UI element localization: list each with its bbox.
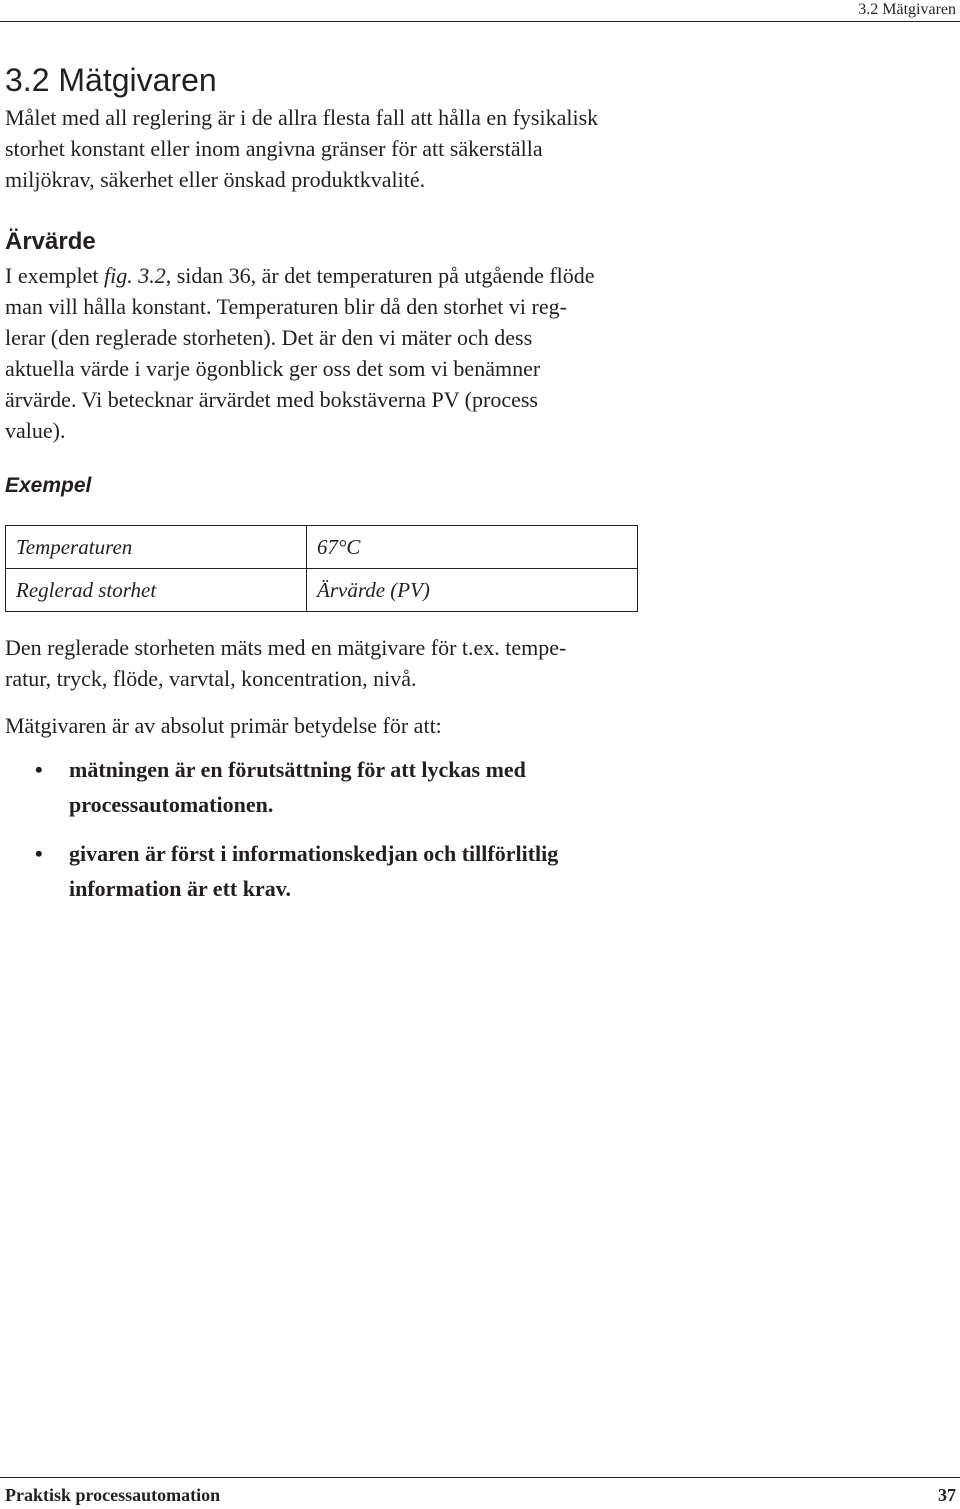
bullet-text-line: information är ett krav. bbox=[69, 876, 292, 901]
arvarde-line-4: aktuella värde i varje ögonblick ger oss det som vi benämner bbox=[5, 356, 541, 381]
figure-reference: fig. 3.2 bbox=[103, 263, 166, 288]
arvarde-line-1-suffix: , sidan 36, är det temperaturen på utgående flöde bbox=[165, 263, 595, 288]
bullet-text-line: mätningen är en förutsättning för att lyckas med bbox=[69, 757, 526, 782]
footer-rule bbox=[0, 1477, 960, 1478]
arvarde-heading: Ärvärde bbox=[5, 228, 96, 255]
bullet-marker: • bbox=[35, 841, 43, 866]
page-number: 37 bbox=[938, 1485, 956, 1505]
table-row bbox=[6, 526, 638, 569]
intro-line-1: Målet med all reglering är i de allra flesta fall att hålla en fysikalisk bbox=[5, 105, 599, 130]
bullet-text-line: processautomationen. bbox=[69, 792, 274, 817]
list-item bbox=[0, 836, 700, 906]
intro-line-3: miljökrav, säkerhet eller önskad produktkvalité. bbox=[5, 167, 426, 192]
importance-line: Mätgivaren är av absolut primär betydelse för att: bbox=[5, 713, 442, 738]
running-header: 3.2 Mätgivaren bbox=[858, 1, 956, 18]
bullet-text-line: givaren är först i informationskedjan och tillförlitlig bbox=[69, 841, 559, 866]
arvarde-line-3: lerar (den reglerade storheten). Det är den vi mäter och dess bbox=[5, 325, 533, 350]
measure-line-1: Den reglerade storheten mäts med en mätgivare för t.ex. tempe- bbox=[5, 635, 567, 660]
table-row bbox=[6, 569, 638, 612]
table-cell-quantity: Temperaturen bbox=[6, 526, 307, 569]
table-cell-value: 67°C bbox=[307, 526, 638, 569]
bullet-marker: • bbox=[35, 757, 43, 782]
section-title: 3.2 Mätgivaren bbox=[5, 62, 217, 98]
exempel-heading: Exempel bbox=[5, 474, 92, 497]
intro-line-2: storhet konstant eller inom angivna gränser för att säkerställa bbox=[5, 136, 543, 161]
bullet-list bbox=[0, 752, 700, 920]
footer-title: Praktisk processautomation bbox=[5, 1485, 221, 1505]
list-item bbox=[0, 752, 700, 822]
example-table bbox=[5, 525, 638, 612]
header-rule bbox=[0, 21, 960, 22]
arvarde-line-5: ärvärde. Vi betecknar ärvärdet med bokstäverna PV (process bbox=[5, 387, 538, 412]
arvarde-line-6: value). bbox=[5, 418, 66, 443]
measure-line-2: ratur, tryck, flöde, varvtal, koncentration, nivå. bbox=[5, 666, 417, 691]
arvarde-line-1 bbox=[5, 260, 595, 291]
arvarde-line-1-prefix: I exemplet bbox=[5, 263, 104, 288]
table-cell-term: Reglerad storhet bbox=[6, 569, 307, 612]
table-cell-term-value: Ärvärde (PV) bbox=[307, 569, 638, 612]
arvarde-line-2: man vill hålla konstant. Temperaturen blir då den storhet vi reg- bbox=[5, 294, 567, 319]
